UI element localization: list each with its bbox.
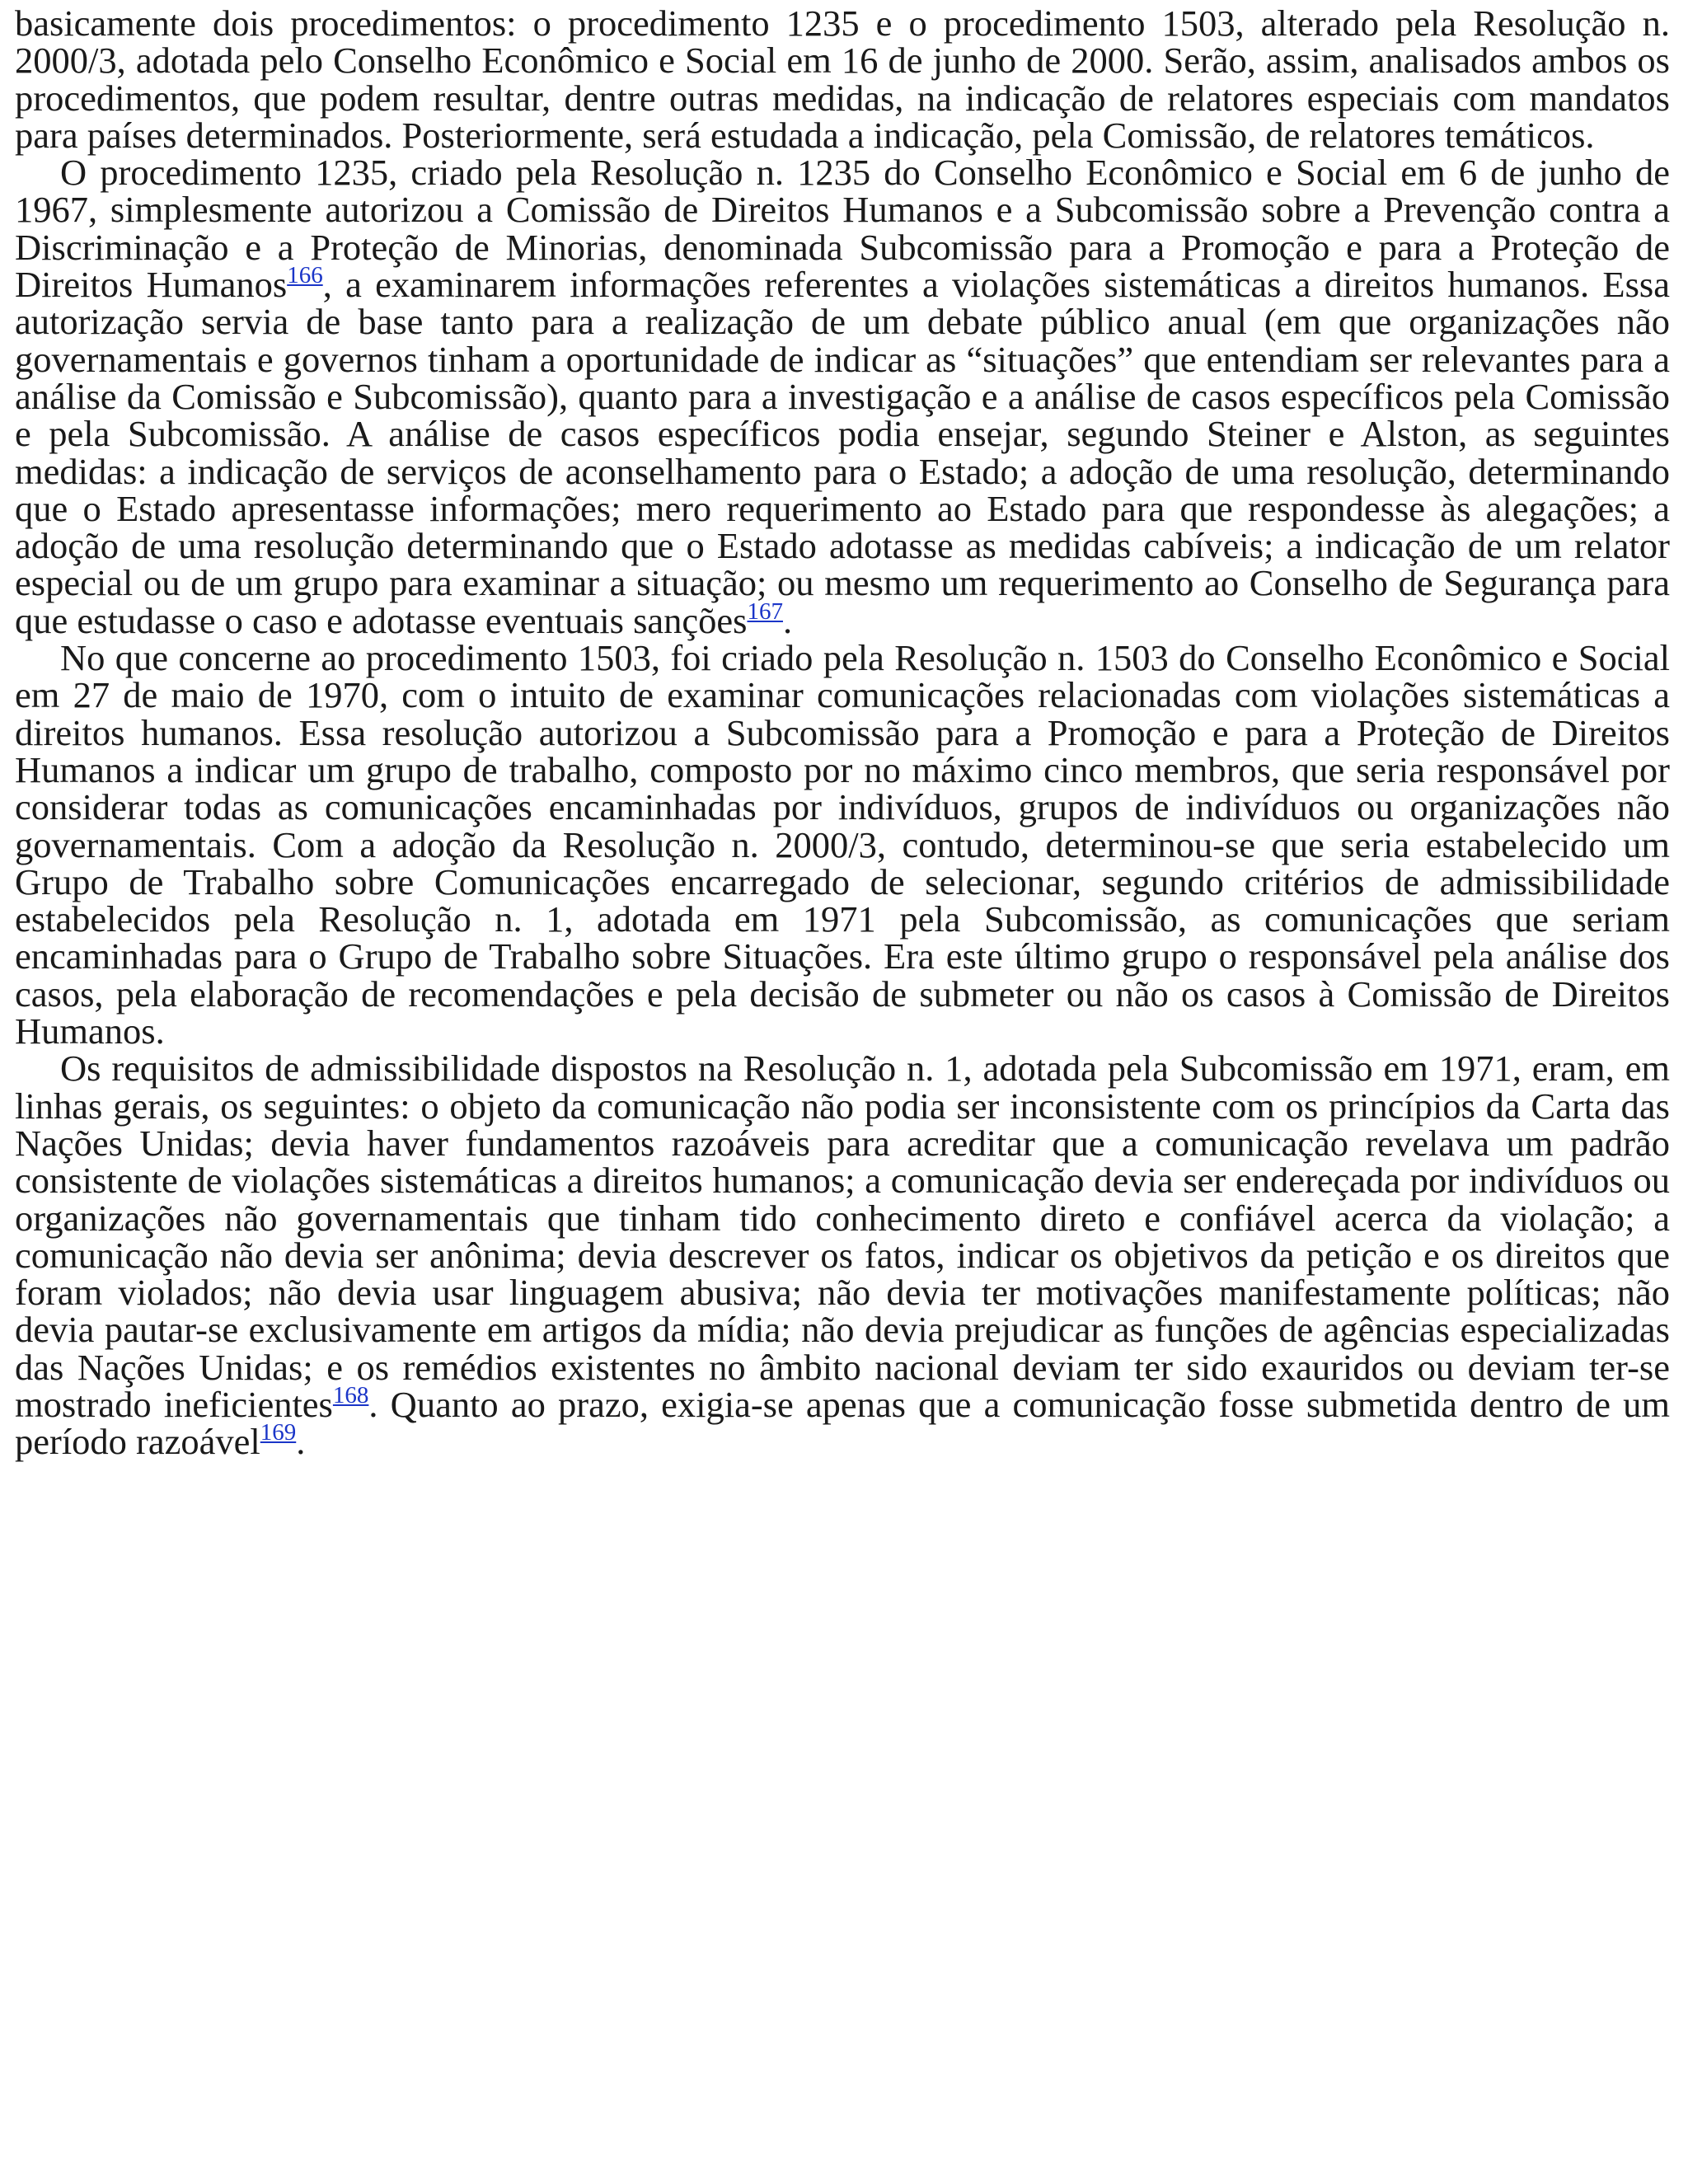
document-page	[15, 2, 1670, 1463]
paragraph-4-text-b: . Quanto ao prazo, exigia-se apenas que a comunicação fosse submetida dentro de um período razoável	[15, 1383, 1670, 1463]
footnote-link-168[interactable]: 168	[332, 1381, 369, 1408]
paragraph-2-text-c: .	[782, 599, 793, 641]
paragraph-3	[15, 637, 1670, 1052]
paragraph-4-text-a: Os requisitos de admissibilidade dispostos na Resolução n. 1, adotada pela Subcomissão em 1971, eram, em linhas gerais, os seguintes: o objeto da comunicação não podia ser inconsistente com os princípios da Carta das Nações Unidas; devia haver fundamentos razoáveis para acreditar que a comunicação revelava um padrão consistente de violações sistemáticas a direitos humanos; a comunicação devia ser endereçada por indivíduos ou organizações não governamentais que tinham tido conhecimento direto e confiável acerca da violação; a comunicação não devia ser anônima; devia descrever os fatos, indicar os objetivos da petição e os direitos que foram violados; não devia usar linguagem abusiva; não devia ter motivações manifestamente políticas; não devia pautar-se exclusivamente em artigos da mídia; não devia prejudicar as funções de agências especializadas das Nações Unidas; e os remédios existentes no âmbito nacional deviam ter sido exauridos ou deviam ter-se mostrado ineficientes	[15, 1047, 1670, 1425]
paragraph-4	[15, 1047, 1670, 1463]
paragraph-1-text: basicamente dois procedimentos: o procedimento 1235 e o procedimento 1503, alterado pela Resolução n. 2000/3, adotada pelo Conselho Econômico e Social em 16 de junho de 2000. Serão, assim, analisados ambos os procedimentos, que podem resultar, dentre outras medidas, na indicação de relatores especiais com mandatos para países determinados. Posteriormente, será estudada a indicação, pela Comissão, de relatores temáticos.	[15, 2, 1670, 156]
paragraph-2-text-a: O procedimento 1235, criado pela Resolução n. 1235 do Conselho Econômico e Social em 6 de junho de 1967, simplesmente autorizou a Comissão de Direitos Humanos e a Subcomissão sobre a Prevenção contra a Discriminação e a Proteção de Minorias, denominada Subcomissão para a Promoção e para a Proteção de Direitos Humanos	[15, 152, 1670, 306]
paragraph-3-text: No que concerne ao procedimento 1503, foi criado pela Resolução n. 1503 do Conselho Econômico e Social em 27 de maio de 1970, com o intuito de examinar comunicações relacionadas com violações sistemáticas a direitos humanos. Essa resolução autorizou a Subcomissão para a Promoção e para a Proteção de Direitos Humanos a indicar um grupo de trabalho, composto por no máximo cinco membros, que seria responsável por considerar todas as comunicações encaminhadas por indivíduos, grupos de indivíduos ou organizações não governamentais. Com a adoção da Resolução n. 2000/3, contudo, determinou-se que seria estabelecido um Grupo de Trabalho sobre Comunicações encarregado de selecionar, segundo critérios de admissibilidade estabelecidos pela Resolução n. 1, adotada em 1971 pela Subcomissão, as comunicações que seriam encaminhadas para o Grupo de Trabalho sobre Situações. Era este último grupo o responsável pela análise dos casos, pela elaboração de recomendações e pela decisão de submeter ou não os casos à Comissão de Direitos Humanos.	[15, 637, 1670, 1052]
footnote-link-169[interactable]: 169	[260, 1419, 297, 1446]
paragraph-2-text-b: , a examinarem informações referentes a violações sistemáticas a direitos humanos. Essa autorização servia de base tanto para a realização de um debate público anual (em que organizações não governamentais e governos tinham a oportunidade de indicar as “situações” que entendiam ser relevantes para a análise da Comissão e Subcomissão), quanto para a investigação e a análise de casos específicos pela Comissão e pela Subcomissão. A análise de casos específicos podia ensejar, segundo Steiner e Alston, as seguintes medidas: a indicação de serviços de aconselhamento para o Estado; a adoção de uma resolução, determinando que o Estado apresentasse informações; mero requerimento ao Estado para que respondesse às alegações; a adoção de uma resolução determinando que o Estado adotasse as medidas cabíveis; a indicação de um relator especial ou de um grupo para examinar a situação; ou mesmo um requerimento ao Conselho de Segurança para que estudasse o caso e adotasse eventuais sanções	[15, 264, 1670, 641]
paragraph-2	[15, 154, 1670, 640]
footnote-link-167[interactable]: 167	[747, 598, 783, 625]
footnote-link-166[interactable]: 166	[287, 262, 323, 289]
paragraph-4-text-c: .	[296, 1421, 306, 1463]
paragraph-1	[15, 2, 1670, 156]
